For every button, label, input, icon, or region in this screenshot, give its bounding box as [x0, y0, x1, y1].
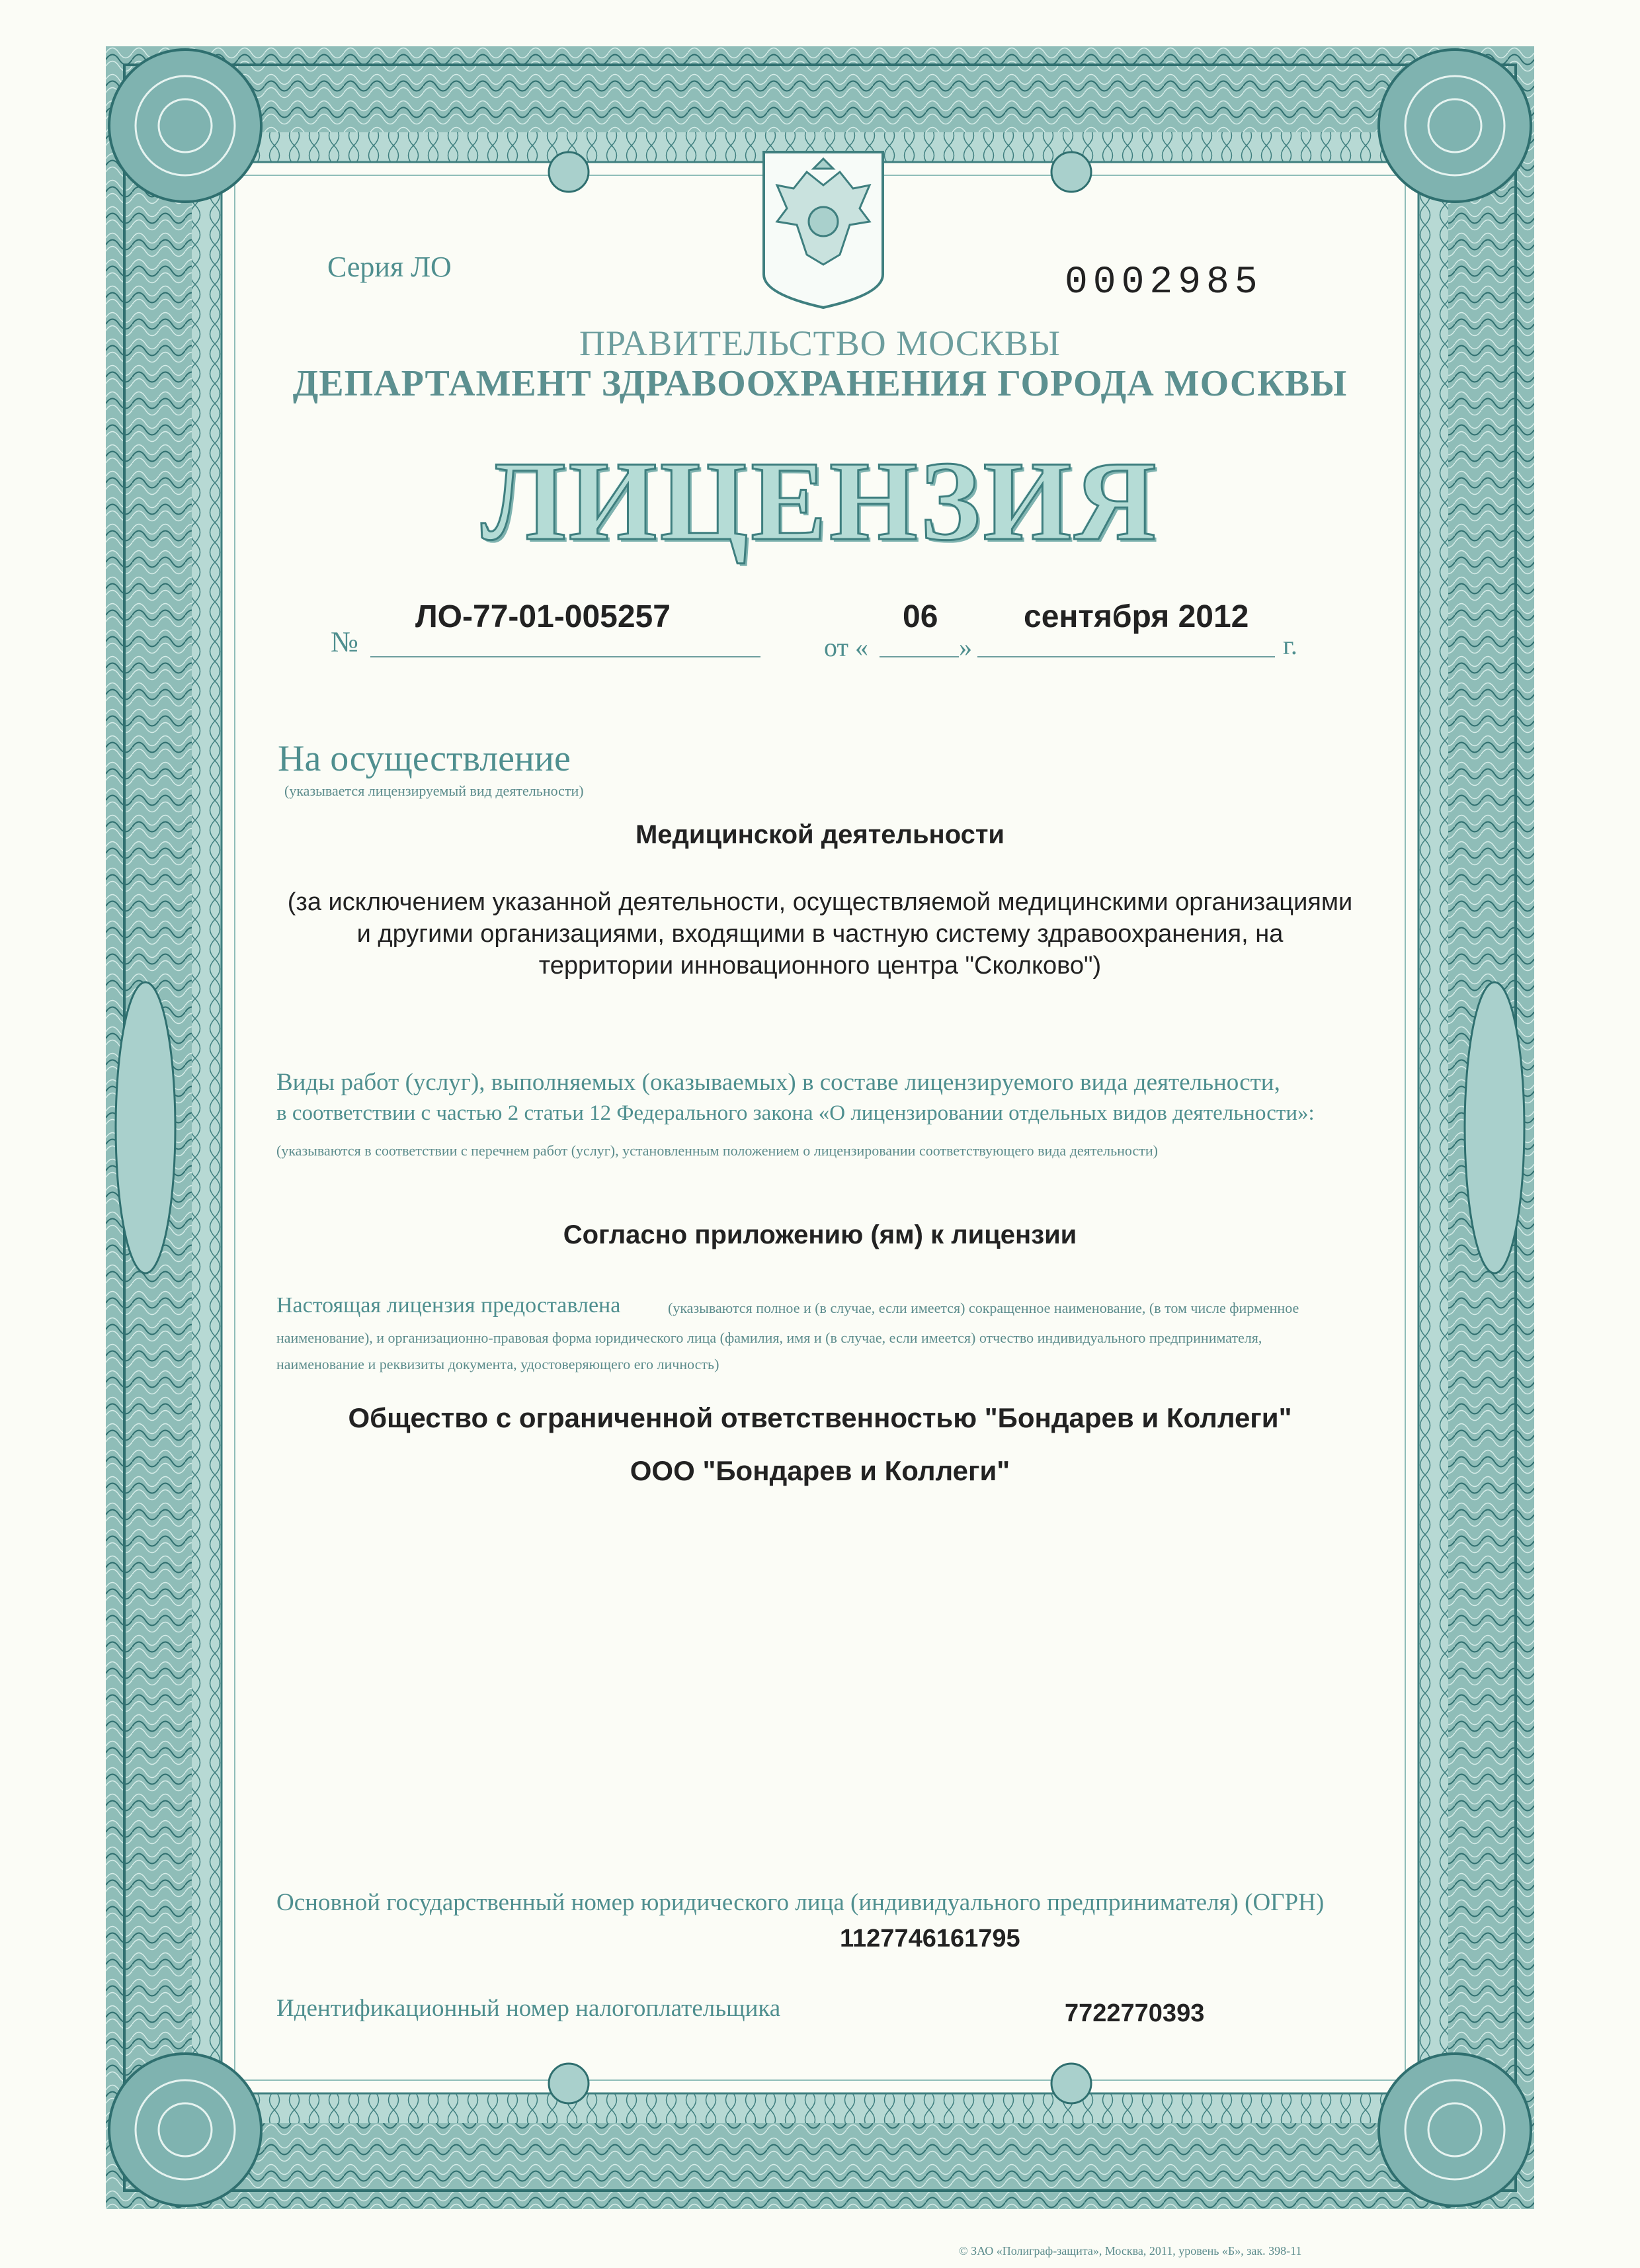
date-from-label: от « — [824, 632, 868, 662]
license-month-year: сентября 2012 — [1024, 599, 1249, 634]
date-close-quote: » — [959, 632, 972, 662]
month-underline — [977, 656, 1275, 657]
activity-exclusion — [0, 886, 1640, 982]
license-day: 06 — [903, 599, 938, 634]
holder-short-name: ООО "Бондарев и Коллеги" — [630, 1455, 1010, 1486]
coat-of-arms-icon — [757, 149, 889, 311]
inn-value: 7722770393 — [1065, 1999, 1205, 2027]
printer-imprint: © ЗАО «Полиграф-защита», Москва, 2011, уровень «Б», зак. 398-11 — [959, 2244, 1302, 2257]
document-title: ЛИЦЕНЗИЯ — [481, 439, 1159, 564]
holder-note-line1: (указываются полное и (в случае, если имеется) сокращенное наименование, (в том числе фирменное — [668, 1300, 1299, 1316]
number-prefix: № — [331, 626, 358, 658]
activity-name: Медицинской деятельности — [635, 820, 1005, 849]
government-name: ПРАВИТЕЛЬСТВО МОСКВЫ — [579, 323, 1061, 363]
series-label: Серия ЛО — [327, 251, 452, 283]
holder-note-line3: наименование и реквизиты документа, удостоверяющего его личность) — [276, 1356, 719, 1372]
works-note: (указываются в соответствии с перечнем работ (услуг), установленным положением о лицензировании соответствующего вида деятельности) — [276, 1142, 1158, 1159]
holder-label: Настоящая лицензия предоставлена — [276, 1293, 621, 1318]
number-underline — [370, 656, 760, 657]
activity-heading: На осуществление — [278, 738, 571, 779]
works-value: Согласно приложению (ям) к лицензии — [563, 1220, 1077, 1249]
exclusion-line: (за исключением указанной деятельности, осуществляемой медицинскими организациями — [287, 888, 1353, 916]
ogrn-value: 1127746161795 — [840, 1925, 1020, 1953]
activity-heading-note: (указывается лицензируемый вид деятельности) — [284, 782, 584, 799]
holder-full-name: Общество с ограниченной ответственностью "Бондарев и Коллеги" — [348, 1402, 1292, 1433]
ogrn-label: Основной государственный номер юридического лица (индивидуального предпринимателя) (ОГРН) — [276, 1889, 1325, 1916]
department-name: ДЕПАРТАМЕНТ ЗДРАВООХРАНЕНИЯ ГОРОДА МОСКВЫ — [292, 363, 1348, 404]
works-label-line1: Виды работ (услуг), выполняемых (оказываемых) в составе лицензируемого вида деятельности, — [276, 1069, 1280, 1096]
exclusion-line: и другими организациями, входящими в частную систему здравоохранения, на — [356, 920, 1284, 948]
day-underline — [880, 656, 959, 657]
inn-label: Идентификационный номер налогоплательщика — [276, 1995, 781, 2022]
year-suffix: г. — [1283, 630, 1297, 660]
holder-note-line2: наименование), и организационно-правовая форма юридического лица (фамилия, имя и (в случае, если имеется) отчество индивидуального предпринимателя, — [276, 1329, 1262, 1346]
form-number: 0002985 — [1065, 261, 1263, 304]
license-number: ЛО-77-01-005257 — [415, 599, 671, 634]
exclusion-line: территории инновационного центра "Сколково") — [538, 952, 1102, 980]
works-label-line2: в соответствии с частью 2 статьи 12 Федерального закона «О лицензировании отдельных видов деятельности»: — [276, 1101, 1315, 1125]
